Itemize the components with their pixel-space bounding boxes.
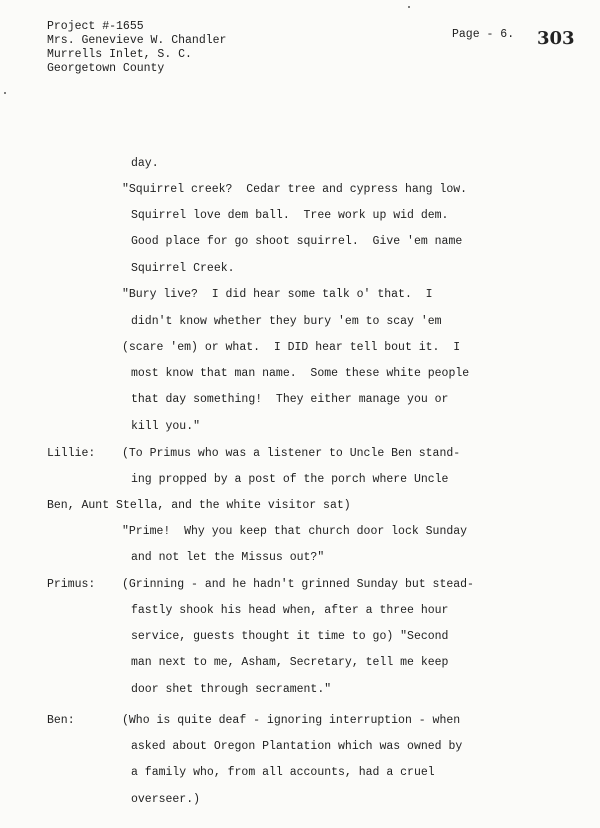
text-line: man next to me, Asham, Secretary, tell me keep — [131, 656, 449, 669]
text-line: (scare 'em) or what. I DID hear tell bout it. I — [122, 341, 461, 354]
text-line: (Who is quite deaf - ignoring interruption - when — [122, 714, 461, 727]
text-line: "Bury live? I did hear some talk o' that. I — [122, 288, 433, 301]
text-line: (Grinning - and he hadn't grinned Sunday but stead- — [122, 578, 474, 591]
writer-name: Mrs. Genevieve W. Chandler — [47, 34, 227, 47]
paper-speck — [4, 92, 6, 94]
paper-speck — [408, 6, 410, 8]
text-line: asked about Oregon Plantation which was owned by — [131, 740, 463, 753]
text-line: (To Primus who was a listener to Uncle Ben stand- — [122, 447, 461, 460]
document-header — [47, 20, 226, 76]
text-line: most know that man name. Some these white people — [131, 367, 470, 380]
text-line: didn't know whether they bury 'em to scay 'em — [131, 315, 442, 328]
project-number: Project #-1655 — [47, 20, 144, 33]
county: Georgetown County — [47, 62, 165, 75]
location: Murrells Inlet, S. C. — [47, 48, 192, 61]
text-line: service, guests thought it time to go) "Second — [131, 630, 449, 643]
text-line: door shet through secrament." — [131, 683, 332, 696]
text-line: Squirrel Creek. — [131, 262, 235, 275]
text-line: overseer.) — [131, 793, 201, 806]
text-line: and not let the Missus out?" — [131, 551, 325, 564]
text-line: day. — [131, 157, 159, 170]
text-line: kill you." — [131, 420, 201, 433]
text-line: ing propped by a post of the porch where Uncle — [131, 473, 449, 486]
speaker-label: Primus: — [47, 578, 96, 591]
text-line: fastly shook his head when, after a three hour — [131, 604, 449, 617]
text-line: that day something! They either manage you or — [131, 393, 449, 406]
text-line: Squirrel love dem ball. Tree work up wid dem. — [131, 209, 449, 222]
text-line: Good place for go shoot squirrel. Give 'em name — [131, 235, 463, 248]
text-line: "Prime! Why you keep that church door lock Sunday — [122, 525, 468, 538]
speaker-label: Lillie: — [47, 447, 96, 460]
text-line: a family who, from all accounts, had a cruel — [131, 766, 435, 779]
page-number-label: Page - 6. — [452, 28, 515, 41]
text-line: Ben, Aunt Stella, and the white visitor sat) — [47, 499, 351, 512]
speaker-label: Ben: — [47, 714, 75, 727]
page-stamp-number: 303 — [537, 28, 575, 49]
text-line: "Squirrel creek? Cedar tree and cypress hang low. — [122, 183, 468, 196]
